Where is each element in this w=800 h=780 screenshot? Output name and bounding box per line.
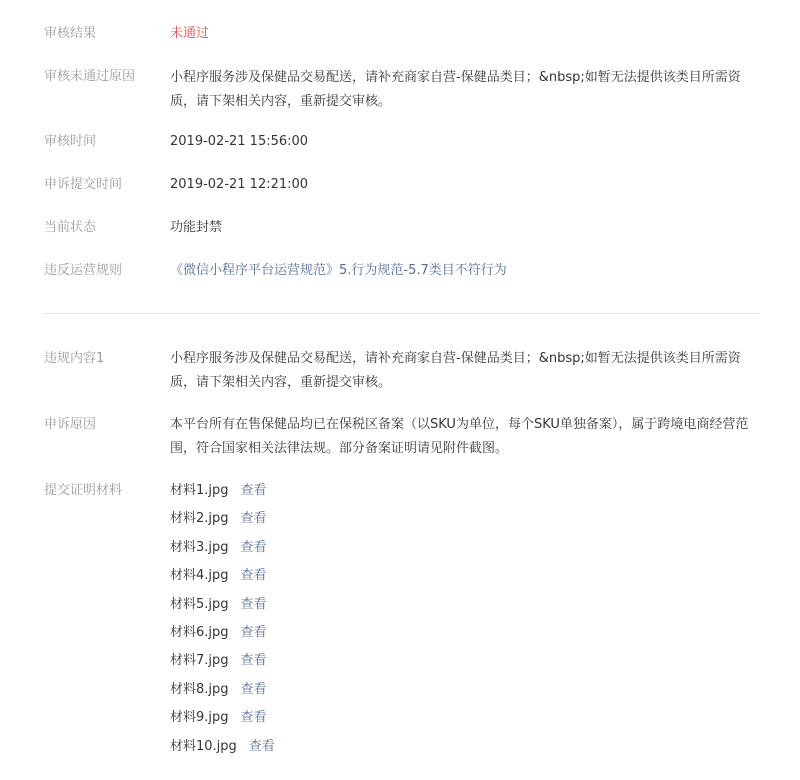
appeal-reason-label: 申诉原因 — [44, 417, 97, 432]
material-file-name: 材料6.jpg — [170, 624, 229, 640]
appeal-time-label: 申诉提交时间 — [44, 177, 123, 192]
material-item — [170, 708, 570, 736]
material-view-link[interactable]: 查看 — [240, 710, 267, 726]
audit-result-value: 未通过 — [170, 26, 210, 41]
material-file-name: 材料7.jpg — [170, 653, 229, 669]
audit-time-label: 审核时间 — [44, 134, 97, 149]
section-divider — [44, 313, 760, 314]
material-item — [170, 509, 570, 537]
material-item — [170, 651, 570, 679]
material-file-name: 材料3.jpg — [170, 539, 229, 555]
material-item — [170, 538, 570, 566]
material-view-link[interactable]: 查看 — [240, 539, 267, 555]
material-item — [170, 680, 570, 708]
appeal-time-value: 2019-02-21 12:21:00 — [170, 177, 309, 192]
material-view-link[interactable]: 查看 — [240, 596, 267, 612]
material-file-name: 材料9.jpg — [170, 710, 229, 726]
rule-value — [170, 261, 760, 281]
rule-link[interactable]: 《微信小程序平台运营规范》5.行为规范-5.7类目不符行为 — [170, 263, 507, 278]
material-item — [170, 481, 570, 509]
audit-time-value: 2019-02-21 15:56:00 — [170, 134, 309, 149]
material-view-link[interactable]: 查看 — [248, 738, 275, 754]
materials-list — [170, 481, 570, 765]
audit-reason-value: 小程序服务涉及保健品交易配送，请补充商家自营-保健品类目；&nbsp;如暂无法提供该类目所需资质，请下架相关内容，重新提交审核。 — [170, 70, 741, 109]
material-item — [170, 623, 570, 651]
material-file-name: 材料8.jpg — [170, 681, 229, 697]
material-file-name: 材料1.jpg — [170, 483, 229, 498]
material-view-link[interactable]: 查看 — [240, 511, 267, 527]
material-view-link[interactable]: 查看 — [240, 681, 267, 697]
material-item — [170, 595, 570, 623]
material-file-name: 材料4.jpg — [170, 568, 229, 584]
appeal-reason-value: 本平台所有在售保健品均已在保税区备案（以SKU为单位，每个SKU单独备案），属于跨境电商经营范围，符合国家相关法律法规。部分备案证明请见附件截图。 — [170, 417, 749, 456]
rule-label: 违反运营规则 — [44, 263, 123, 278]
material-view-link[interactable]: 查看 — [240, 653, 267, 669]
material-view-link[interactable]: 查看 — [240, 483, 267, 498]
violation-content-value: 小程序服务涉及保健品交易配送，请补充商家自营-保健品类目；&nbsp;如暂无法提供该类目所需资质，请下架相关内容，重新提交审核。 — [170, 351, 741, 390]
status-value: 功能封禁 — [170, 220, 223, 235]
materials-label: 提交证明材料 — [44, 483, 123, 498]
material-item — [170, 737, 570, 765]
material-item — [170, 566, 570, 594]
material-view-link[interactable]: 查看 — [240, 624, 267, 640]
material-view-link[interactable]: 查看 — [240, 568, 267, 584]
material-file-name: 材料2.jpg — [170, 511, 229, 527]
material-file-name: 材料10.jpg — [170, 738, 237, 754]
status-label: 当前状态 — [44, 220, 97, 235]
audit-result-label: 审核结果 — [44, 26, 97, 41]
violation-content-label: 违规内容1 — [44, 351, 105, 366]
material-file-name: 材料5.jpg — [170, 596, 229, 612]
audit-reason-label: 审核未通过原因 — [44, 69, 136, 84]
